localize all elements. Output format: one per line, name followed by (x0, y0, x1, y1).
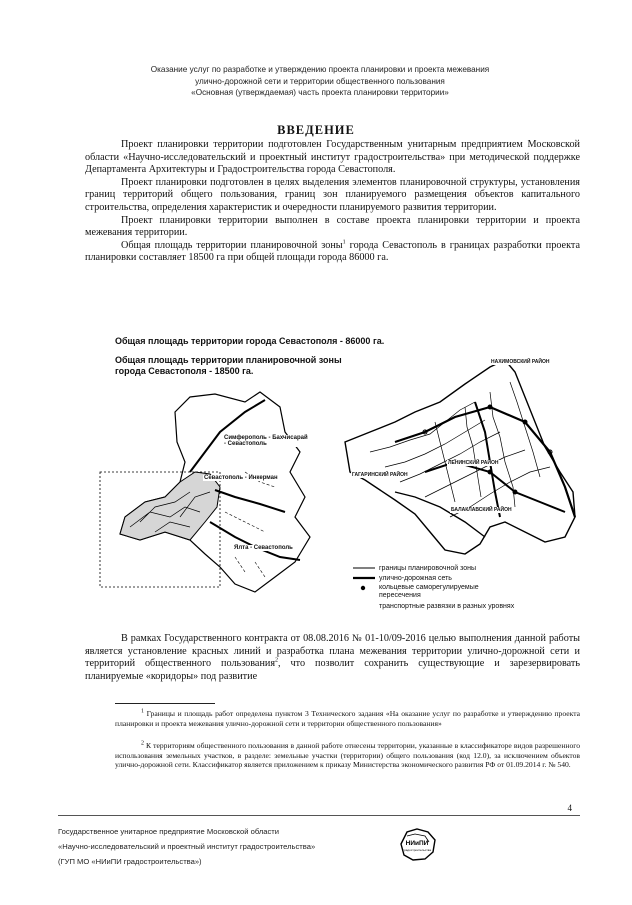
footnote: $^1$ Границы и площадь работ определена пунктом 3 Технического задания «На оказание услуг по разработке и утверждению проекта планировки и проекта межевания улично-дорожной сети и территории общественного пользования» (115, 708, 580, 728)
map-figure (95, 322, 585, 610)
district-label: ЛЕНИНСКИЙ РАЙОН (448, 460, 499, 466)
page-number: 4 (567, 803, 572, 813)
legend-item: кольцевые саморегулируемые пересечения (379, 584, 479, 599)
paragraph: Проект планировки территории подготовлен Государственным унитарным предприятием Московской области «Научно-исследовательский и проектный институт градостроительства» при методической поддержке Департамента Архитектуры и Градостроительства города Севастополя. (85, 139, 580, 176)
page-title: ВВЕДЕНИЕ (277, 123, 355, 137)
svg-text:НИиПИ: НИиПИ (405, 840, 429, 847)
footer-line: Государственное унитарное предприятие Московской области (58, 827, 280, 836)
figure-caption: Общая площадь территории планировочной зоны города Севастополя - 18500 га. (115, 355, 342, 376)
legend-item: границы планировочной зоны (379, 565, 476, 572)
footer-divider (58, 815, 580, 816)
paragraph: Проект планировки подготовлен в целях выделения элементов планировочной структуры, установления границ территорий общего пользования, границ зон планируемого размещения объектов капитального строительства, определения характеристик и очередности планируемого развития территории. (85, 176, 580, 213)
legend-item: транспортные развязки в разных уровнях (379, 603, 515, 610)
footnote: $^2$ К территориям общественного пользования в данной работе отнесены территории, указанные в классификаторе видов разрешенного использования земельных участков, в разделе: земельные участки (территории) общего пользования (код 12.0), за исключением объектов улично-дорожной сети. Классификатор является приложением к приказу Министерства экономического развития РФ от 01.09.2014 г. № 540. (115, 740, 580, 770)
footer-line: «Научно-исследовательский и проектный институт градостроительства» (58, 842, 316, 851)
legend-item: улично-дорожная сеть (379, 575, 452, 582)
route-label: Ялта - Севастополь (234, 545, 293, 551)
continued-text (85, 633, 580, 683)
header-line: Оказание услуг по разработке и утверждению проекта планировки и проекта межевания (150, 65, 490, 74)
svg-text:градостроительства: градостроительства (402, 848, 432, 852)
figure-caption: Общая площадь территории города Севастополя - 86000 га. (115, 336, 385, 346)
footnote-separator (115, 703, 215, 704)
footer-organization (58, 824, 315, 869)
route-label: Симферополь - Бахчисарай - Севастополь (224, 435, 308, 447)
district-label: БАЛАКЛАВСКИЙ РАЙОН (451, 507, 512, 513)
footer-line: (ГУП МО «НИиПИ градостроительства») (58, 857, 202, 866)
running-header (60, 64, 580, 99)
map-legend (353, 564, 514, 612)
paragraph: Общая площадь территории планировочной зоны$^1$ города Севастополь в границах разработки проекта планировки составляет 18500 га при общей площади города 86000 га. (85, 239, 580, 264)
paragraph: В рамках Государственного контракта от 08.08.2016 № 01-10/09-2016 целью выполнения данной работы является установление красных линий и разработка плана межевания территории улично-дорожной сети и территорий общественного пользования$^2$, что позволит сохранить существующие и зарезервировать планируемые «коридоры» под развитие (85, 633, 580, 682)
district-label: ГАГАРИНСКИЙ РАЙОН (352, 472, 408, 478)
header-line: улично-дорожной сети и территории общественного пользования (195, 76, 445, 86)
paragraph: Проект планировки территории выполнен в составе проекта планировки территории и проекта межевания территории. (85, 214, 580, 239)
header-line: «Основная (утверждаемая) часть проекта планировки территории» (191, 88, 449, 97)
district-label: НАХИМОВСКИЙ РАЙОН (491, 359, 550, 365)
intro-text (85, 139, 580, 265)
institute-logo (395, 826, 439, 862)
route-label: Севастополь - Инкерман (204, 475, 278, 481)
